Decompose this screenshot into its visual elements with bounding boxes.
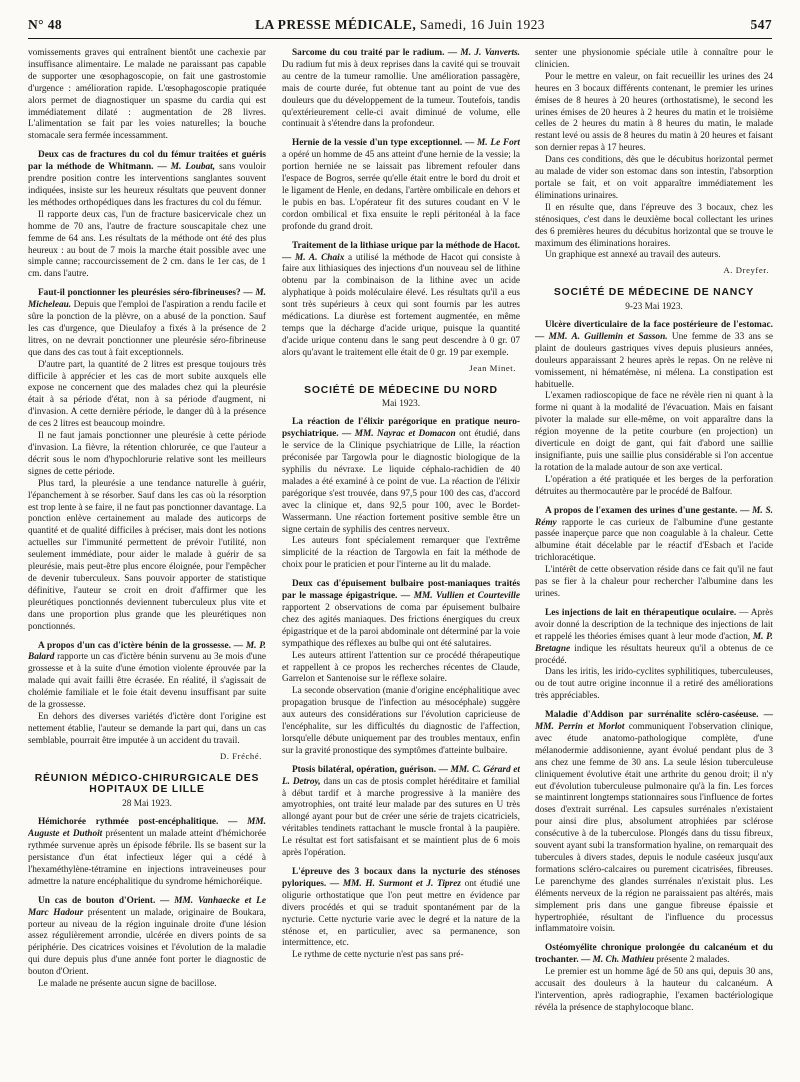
article-body: Depuis que l'emploi de l'aspiration a rendu facile et sûre la ponction de la plèvre, on a abusé de la ponction. Sauf les cas d'urgence, que Dieulafoy a fixés à la présence de 2 litres, on ne devrait ponctionner une pleurésie séro-fibrineuse que dans des cas tout à fait exceptionnels. [28,300,266,358]
article-title: Ostéomyélite chronique prolongée du calcanéum et du trochanter. [535,943,773,966]
article-fracture-femur [28,150,266,210]
issue-number: N° 48 [28,17,63,32]
article-author: — M. S. Rémy [535,505,773,528]
article-author: — MM. H. Surmont et J. Tiprez [329,878,461,889]
article-body: a opéré un homme de 45 ans atteint d'une hernie de la vessie; la portion herniée ne se laissait pas librement refouler dans l'espace de Bogros, serrée qu'elle était entre le bord du droit et le ligament de Henle, en dedans, l'artère ombilicale en dehors et le pubis en bas. L'opérateur fit des sutures coudant en V le cordon ombilical et fixa ensuite le repli péritonéal à la face profonde du grand droit. [282,150,520,232]
paragraph: Les auteurs attirent l'attention sur ce procédé thérapeutique et rappellent à ce propos les recherches récentes de Claude, Garrelon et Santenoise sur le réflexe solaire. [282,650,520,685]
section-heading: SOCIÉTÉ DE MÉDECINE DE NANCY [553,287,755,299]
article-sarcome [282,48,520,131]
article-hernie-vessie [282,138,520,233]
paragraph: senter une physionomie spéciale utile à connaître pour le clinicien. [535,48,773,70]
article-body: communiquent l'observation clinique, avec étude anatomo-pathologique complète, d'une mélanodermie addisonienne, ayant évolué pendant plus de 3 ans chez une femme de 30 ans. La seule lésion tuberculeuse cliniquement évolutive était une arthrite du genou droit; il n'y eut d'évolution tuberculeuse pulmonaire qu'à la fin. Les forces se maintinrent longtemps stationnaires sous l'influence de fortes doses d'extrait surrénal. Les capsules surrénales n'existaient pour ainsi dire plus, absolument atrophiées par sclérose consécutive à de la tuberculose. Plongés dans du tissu fibreux, souvent ayant subi la transformation hyaline, on remarquait des tubercules à divers stades, depuis le nodule caséeux jusqu'aux formations scléro-calcaires ou purement cicatrisées, fibreuses. Le parenchyme des glandes surrénales n'existait plus. Les éléments nerveux de la région ne paraissaient pas altérés, mais simplement pris dans une gangue fibreuse épaissie et hypertrophiée, résultant de l'influence du processus inflammatoire voisin. [535,722,773,935]
article-title: A propos de l'examen des urines d'une gestante. [545,505,738,516]
article-body: rapporte le cas curieux de l'albumine d'une gestante passée inaperçue parce que non coagulable à la chaleur. Cette albumine était décelable par le réactif d'Esbach et l'acide trichloracétique. [535,517,773,564]
article-osteomyelite [535,943,773,967]
paragraph: L'opération a été pratiquée et les berges de la perforation détruites au thermocautère par le procédé de Balfour. [535,474,773,497]
article-title: L'épreuve des 3 bocaux dans la nycturie des sténoses pyloriques. [282,867,520,889]
page-header [28,14,772,39]
paragraph: La seconde observation (manie d'origine encéphalitique avec propagation brusque de l'infection au mésocéphale) suggère aux auteurs des considérations sur l'évolution capricieuse de l'encéphalite, sur les difficultés du diagnostic de l'affection, lorsqu'elle débute uniquement par des troubles mentaux, enfin sur la gravité pronostique des symptômes d'atteinte bulbaire. [282,686,520,756]
article-author: M. P. Bretagne [535,631,773,654]
article-title: Traitement de la lithiase urique par la méthode de Hacot. [292,240,520,251]
article-title: Deux cas d'épuisement bulbaire post-maniaques traités par le massage épigastrique. [282,579,520,602]
article-body: dans un cas de ptosis complet héréditaire et familial à début tardif et à marche progressive à la manière des amyotrophies, ont traité leur malade par des sutures en U très allongé ayant pour but de créer une série de trajets cicatriciels, véritables tendinets rattachant le muscle frontal à la paupière. Le résultat est fort satisfaisant et se maintient plus de 6 mois après l'opération. [282,776,520,859]
article-body: Du radium fut mis à deux reprises dans la cavité qui se trouvait au centre de la tumeur ramollie. Une amélioration passagère, mais de courte durée, fut obtenue tant au point de vue des douleurs que du développement de la tumeur. Toutefois, tandis qu'extérieurement celle-ci avait diminué de volume, elle continuait à s'étendre dans la profondeur. [282,59,520,130]
article-title: Les injections de lait en thérapeutique oculaire. [545,607,737,618]
signature: Jean Minet. [469,362,516,373]
article-author: — M. J. Vanverts. [447,48,520,58]
paragraph: Il rapporte deux cas, l'un de fracture basicervicale chez un homme de 70 ans, l'autre de fracture souscapitale chez une femme de 64 ans. Les résultats de la méthode ont été des plus heureux : au bout de 7 mois la marche était possible avec une simple canne; raccourcissement de 2 cm. dans le 1er cas, de 1 cm. dans l'autre. [28,209,266,280]
article-author: — MM. Nayrac et Domacon [342,429,456,440]
journal-name: LA PRESSE MÉDICALE, [255,17,417,32]
article-title: Hémichorée rythmée post-encéphalitique. [38,817,219,828]
paragraph: En dehors des diverses variétés d'ictère dont l'origine est nettement établie, l'auteur se demande la part qui, dans un cas semblable, pourrait être imputée à un accident du travail. [28,711,266,746]
paragraph: L'examen radioscopique de face ne révèle rien ni quant à la forme ni quant à la modalité de l'évacuation. Mais en faisant pivoter la malade sur elle-même, on voit apparaître dans la région moyenne de la petite courbure (en projection) un diverticule en doigt de gant, qui fait d'abord une saillie insignifiante, puis une saillie plus considérable si l'on accentue la rotation de la malade autour de son axe vertical. [535,391,773,473]
article-body: rapportent 2 observations de coma par épuisement bulbaire chez des agités maniaques. Des frictions énergiques du creux épigastrique et de la paroi abdominale ont déterminé par la voie sympathique des réflexes au bulbe qui ont été salutaires. [282,602,520,649]
signature: A. Dreyfer. [723,265,769,276]
article-title: Deux cas de fractures du col du fémur traitées et guéris par la méthode de Whitmann. [28,150,266,173]
article-body: rapporte un cas d'ictère bénin survenu au 3e mois d'une grossesse et à la suite d'une émotion violente éprouvée par la malade qui avait failli être écrasée. En réalité, il s'agissait de cholémie familiale et le foie était devenu insuffisant par suite de la grossesse. [28,652,266,711]
article-lithiase [282,241,520,360]
section-date: 9-23 Mai 1923. [625,302,683,313]
column-2 [282,48,520,1076]
paragraph: Un graphique est annexé au travail des auteurs. [545,250,721,261]
article-title: Sarcome du cou traité par le radium. [292,48,445,58]
article-hemichoree [28,817,266,888]
page-number: 547 [750,17,772,32]
article-author: — MM. Perrin et Morlot [535,710,773,733]
paragraph: L'intérêt de cette observation réside dans ce fait qu'il ne faut pas se fier à la chaleur pour rechercher l'albumine dans les urines. [535,565,773,599]
article-elixir [282,417,520,536]
journal-title [28,17,772,33]
article-body: présente 2 malades. [654,955,730,966]
paragraph: Dans les iritis, les irido-cyclites syphilitiques, tuberculeuses, ou de tout autre origine inconnue il a retiré des améliorations très appréciables. [535,667,773,702]
section-date: Mai 1923. [381,399,421,410]
paragraph: Le malade ne présente aucun signe de bacillose. [38,979,217,990]
article-ptosis [282,765,520,860]
paragraph: Plus tard, la pleurésie a une tendance naturelle à guérir, l'épanchement à se résorber. Sauf dans les cas où la résorption est trop lente à se faire, il ne faut pas ponctionner davantage. La ponction enlève certainement au malade des auticorps de quantité et de qualité difficiles à préciser, mais dont les notions actuelles sur l'immunité permettent de prévoir l'utilité, non seulement immédiate, pour aider le malade à guérir de sa pleurésie, mais peut-être plus encore éloignée, pour l'empêcher de devenir tuberculeux. Sans pouvoir apporter de statistique définitive, l'auteur se croit en droit d'affirmer que les pleurétiques ponctionnés deviennent tuberculeux plus vite et dans une proportion plus grande que les pleurétiques non ponctionnés. [28,478,266,632]
article-title: Hernie de la vessie d'un type exceptionnel. [292,138,463,149]
article-body: ont étudié une oligurie orthostatique que l'on peut mettre en évidence par divers procédés et qui se traduit spontanément par de la nycturie. Cette nycturie varie avec le degré et la nature de la sténose et, en particulier, avec sa permanence, son intermittence, etc. [282,878,520,949]
article-ulcere [535,320,773,391]
article-body: présentent un malade atteint d'hémichorée rythmée survenue après un épisode fébrile. Ils se basent sur la persistance d'un état infectieux léger qui a cédé à l'hexaméthylène-tétramine en injections intraveineuses pour admettre la nature encéphalitique du syndrome hémichoréique. [28,829,266,887]
article-author: — M. P. Balard [28,640,266,663]
article-title: Ptosis bilatéral, opération, guérison. [292,764,437,775]
article-body: — Après avoir donné la description de la technique des injections de lait et rappelé les théories émises quant à leur mode d'action, [535,607,773,642]
article-title: Maladie d'Addison par surrénalite scléro-caséeuse. [545,710,759,721]
article-title: Ulcère diverticulaire de la face postérieure de l'estomac. [545,320,773,331]
article-bouton-orient [28,896,266,979]
paragraph: Dans ces conditions, dès que le décubitus horizontal permet au malade de vider son estomac dans son intestin, l'absorption portale se fait, et on voit apparaître immédiatement les éliminations urinaires. [535,155,773,201]
article-title: Un cas de bouton d'Orient. [38,895,156,906]
column-1 [28,48,266,1076]
article-urines-gestante [535,506,773,566]
paragraph: Pour le mettre en valeur, on fait recueillir les urines des 24 heures en 3 bocaux différents contenant, le premier les urines émises de 8 heures à 20 heures (orthostatisme), le second les urines émises de 20 heures à 2 heures du matin et le troisième celles de 2 heures du matin à 8 heures du matin, le malade restant levé ou assis de 8 heures du matin à 20 heures et faisant son dernier repas à 17 heures. [535,71,773,154]
article-body: ont étudié, dans le service de la Clinique psychiatrique de Lille, la réaction préconisée par Targowla pour le diagnostic biologique de la syphilis du névraxe. Le liquide céphalo-rachidien de 40 malades a été examiné à ce point de vue. La réaction de l'élixir parégorique s'est trouvée, dans 97,5 pour 100 des cas, d'accord avec la clinique et, dans 92,5 pour 100, avec le Bordet-Wassermann. Une réaction fortement positive semble être un signe certain de syphilis des centres nerveux. [282,429,520,535]
article-pleuresie [28,288,266,359]
column-3 [535,48,773,1076]
paragraph: Il en résulte que, dans l'épreuve des 3 bocaux, chez les sténosiques, c'est dans le deuxième bocal collectant les urines des 6 premières heures du décubitus horizontal que se trouve le maximum des éliminations horaires. [535,202,773,249]
article-author: — MM. Vanhaecke et Le Marc Hadour [28,895,266,918]
article-body: sans vouloir prendre position contre les interventions sanglantes souvent indiquées, insiste sur les heureux résultats que peuvent donner les méthodes orthopédiques dans les fractures du col du fémur. [28,162,266,208]
paragraph: Il ne faut jamais ponctionner une pleurésie à cette période d'invasion. La fièvre, la rétention chlorurée, ce que l'auteur a décrit sous le nom d'hypochlorurie relative sont les meilleurs signes de cette période. [28,431,266,477]
section-date: 28 Mai 1923. [122,799,172,810]
paragraph: D'autre part, la quantité de 2 litres est presque toujours très difficile à apprécier et les cas de mort subite auxquels elle expose ne concernent que des malades chez qui la pleurésie était à sa période d'état, non à sa période d'augment, ni d'invasion. A cette dernière période, le danger dû à la présence de ces 2 litres est beaucoup moindre. [28,359,266,430]
paragraph: Les auteurs font spécialement remarquer que l'extrême simplicité de la réaction de Targowla en fait la méthode de choix pour le praticien et pour l'interne au lit du malade. [282,536,520,571]
article-body: présentent un malade, originaire de Boukara, porteur au niveau de la région inguinale droite d'une lésion assez régulièrement arrondie, ulcérée en divers points de sa périphérie. Des cicatrices voisines et l'évolution de la maladie qui dure depuis plus d'une année font porter le diagnostic de bouton d'Orient. [28,907,266,978]
paragraph: Le rythme de cette nycturie n'est pas sans pré- [292,950,464,961]
article-author: — MM. Vullien et Courteville [400,591,520,602]
article-ictere [28,641,266,712]
article-author: — M. A. Chaix [282,252,345,263]
article-addison [535,710,773,936]
article-author: — MM. C. Gérard et L. Detroy, [282,764,520,787]
article-author: — M. Le Fort [464,138,520,149]
paragraph: Le premier est un homme âgé de 50 ans qui, depuis 30 ans, accusait des douleurs à la hauteur du calcanéum. A l'intervention, après radiographie, l'examen bactériologique révéla la présence de staphylocoque blanc. [535,967,773,1013]
article-title: A propos d'un cas d'ictère bénin de la grossesse. [38,640,231,651]
article-author: — MM. A. Guillemin et Sasson. [535,331,668,342]
section-heading: RÉUNION MÉDICO-CHIRURGICALE DES HOPITAUX DE LILLE [34,772,260,796]
article-author: — M. Micheleau. [28,288,266,311]
article-epuisement-bulbaire [282,579,520,650]
article-trois-bocaux [282,867,520,950]
article-injections-lait [535,608,773,668]
article-title: La réaction de l'élixir parégorique en pratique neuro-psychiatrique. [282,417,520,440]
article-author: — M. Loubat, [157,162,216,173]
paragraph: vomissements graves qui entraînent bientôt une cachexie par insuffisance alimentaire. Le malade ne paraissant pas capable de supporter une œsophagoscopie, on fait une gastrostomie d'urgence : amélioration rapide. L'œsophagoscopie pratiquée alors permet de diagnostiquer un spasme du cardia qui est immédiatement dilaté : augmentation de 28 livres. L'alimentation se fait par les voies naturelles; la bouche stomacale sera fermée incessamment. [28,48,266,142]
article-author: — M. Ch. Mathieu [580,955,655,966]
article-body: a utilisé la méthode de Hacot qui consiste à faire aux lithiasiques des injections d'un nouveau sel de lithine obtenu par la combinaison de la lithine avec un acide alyphatique à poids moléculaire élevé. Les résultats qu'il a eus sont très supérieurs à ceux qui sont fournis par les autres médications. La diurèse est fortement augmentée, en même temps que la décharge d'acide urique, puisque la quantité d'acide urique contenu dans le sang peut descendre à 0 gr. 07 alors qu'avant le traitement elle était de 0 gr. 19 par exemple. [282,252,520,358]
issue-date: Samedi, 16 Juin 1923 [419,17,545,32]
article-body: indique les résultats heureux qu'il a obtenus de ce procédé. [535,643,773,666]
article-body: Une femme de 33 ans se plaint de douleurs gastriques vives depuis plusieurs années, douleurs apparaissant 2 heures après le repas. On ne relève ni vomissement, ni hématémèse, ni mélena. La constipation est habituelle. [535,331,773,390]
article-author: — MM. Auguste et Duthoit [28,817,266,840]
signature: D. Fréché. [219,750,262,761]
section-heading: SOCIÉTÉ DE MÉDECINE DU NORD [304,384,498,396]
article-title: Faut-il ponctionner les pleurésies séro-fibrineuses? [38,288,241,299]
